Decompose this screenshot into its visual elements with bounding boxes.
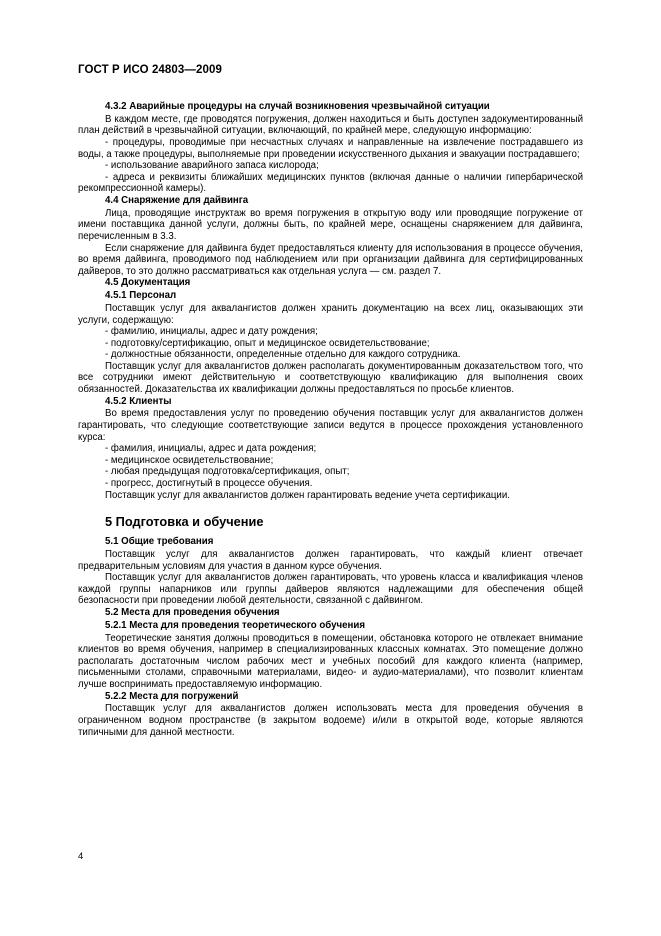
section-heading: 4.3.2 Аварийные процедуры на случай возникновения чрезвычайной ситуации	[105, 101, 490, 112]
paragraph: Поставщик услуг для аквалангистов должен хранить документацию на всех лиц, оказывающих эти услуги, содержащую:	[78, 302, 583, 326]
section-heading: 5.2 Места для проведения обучения	[105, 606, 280, 618]
list-item: - прогресс, достигнутый в процессе обучения.	[105, 478, 313, 490]
list-item: - должностные обязанности, определенные отдельно для каждого сотрудника.	[105, 349, 461, 361]
paragraph: Если снаряжение для дайвинга будет предоставляться клиенту для использования в процессе обучения, во время дайвинга, проводимого под наблюдением или при организации дайвинга для сертифицированных дайверов, то это должно рассматриваться как отдельная услуга — см. раздел 7.	[78, 242, 583, 277]
list-item: - фамилия, инициалы, адрес и дата рождения;	[105, 443, 317, 455]
paragraph: Поставщик услуг для аквалангистов должен гарантировать, что уровень класса и квалификация членов каждой группы напарников или группы дайверов являются надлежащими для обеспечения общей безопасности при проведении любой деятельности, связанной с дайвингом.	[78, 572, 583, 607]
paragraph: Поставщик услуг для аквалангистов должен располагать документированным доказательством того, что все сотрудники имеют действительную и соответствующую квалификацию для выполнения своих обязанностей. Доказательства их квалификации должны предоставляться по просьбе клиентов.	[78, 360, 583, 396]
document-body	[78, 101, 583, 738]
paragraph: Лица, проводящие инструктаж во время погружения в открытую воду или проводящие погружение от имени поставщика данной услуги, должны быть, по крайней мере, оснащены снаряжением для дайвинга, перечисленным в 3.3.	[78, 207, 583, 242]
paragraph: Поставщик услуг для аквалангистов должен использовать места для проведения обучения в ограниченном водном пространстве (в закрытом водоеме) и/или в открытой воде, которые являются типичными для данной местности.	[78, 703, 583, 738]
paragraph: В каждом месте, где проводятся погружения, должен находиться и быть доступен задокументированный план действий в чрезвычайной ситуации, включающий, по крайней мере, следующую информацию:	[78, 113, 583, 137]
section-heading: 5.2.1 Места для проведения теоретического обучения	[105, 619, 366, 631]
section-heading: 5.2.2 Места для погружений	[105, 690, 239, 702]
paragraph: Теоретические занятия должны проводиться в помещении, обстановка которого не отвлекает внимание клиентов во время обучения, например в специализированных классных комнатах. Это помещение должно располагать достаточным числом рабочих мест и учебных пособий для каждого клиента (например, письменными столами, справочными материалами, видео- и аудио-материалами), что позволит клиентам лучше воспринимать предоставляемую информацию.	[78, 632, 583, 690]
section-heading: 5.1 Общие требования	[105, 536, 214, 548]
page-number: 4	[78, 851, 84, 862]
section-heading: 4.5.2 Клиенты	[105, 395, 172, 407]
chapter-heading: 5 Подготовка и обучение	[105, 514, 264, 530]
section-heading: 4.5.1 Персонал	[105, 290, 177, 302]
list-item: - фамилию, инициалы, адрес и дату рождения;	[105, 326, 318, 338]
section-heading: 4.4 Снаряжение для дайвинга	[105, 194, 249, 206]
paragraph: Поставщик услуг для аквалангистов должен гарантировать, что каждый клиент отвечает предварительным условиям для участия в данном курсе обучения.	[78, 549, 583, 572]
list-item: - подготовку/сертификацию, опыт и медицинское освидетельствование;	[105, 337, 430, 349]
list-item: - процедуры, проводимые при несчастных случаях и направленные на извлечение пострадавшего из воды, а также процедуры, выполняемые при проведении искусственного дыхания и эвакуации пострадавшего;	[78, 136, 583, 160]
list-item: - адреса и реквизиты ближайших медицинских пунктов (включая данные о наличии гипербарической рекомпрессионной камеры).	[78, 171, 583, 195]
section-heading: 4.5 Документация	[105, 277, 191, 289]
list-item: - медицинское освидетельствование;	[105, 454, 274, 466]
list-item: - использование аварийного запаса кислорода;	[105, 160, 319, 172]
paragraph: Поставщик услуг для аквалангистов должен гарантировать ведение учета сертификации.	[105, 489, 510, 501]
document-header: ГОСТ Р ИСО 24803—2009	[78, 64, 223, 76]
paragraph: Во время предоставления услуг по проведению обучения поставщик услуг для аквалангистов должен гарантировать, что следующие соответствующие записи ведутся в процессе прохождения установленного курса:	[78, 408, 583, 443]
list-item: - любая предыдущая подготовка/сертификация, опыт;	[105, 466, 350, 478]
